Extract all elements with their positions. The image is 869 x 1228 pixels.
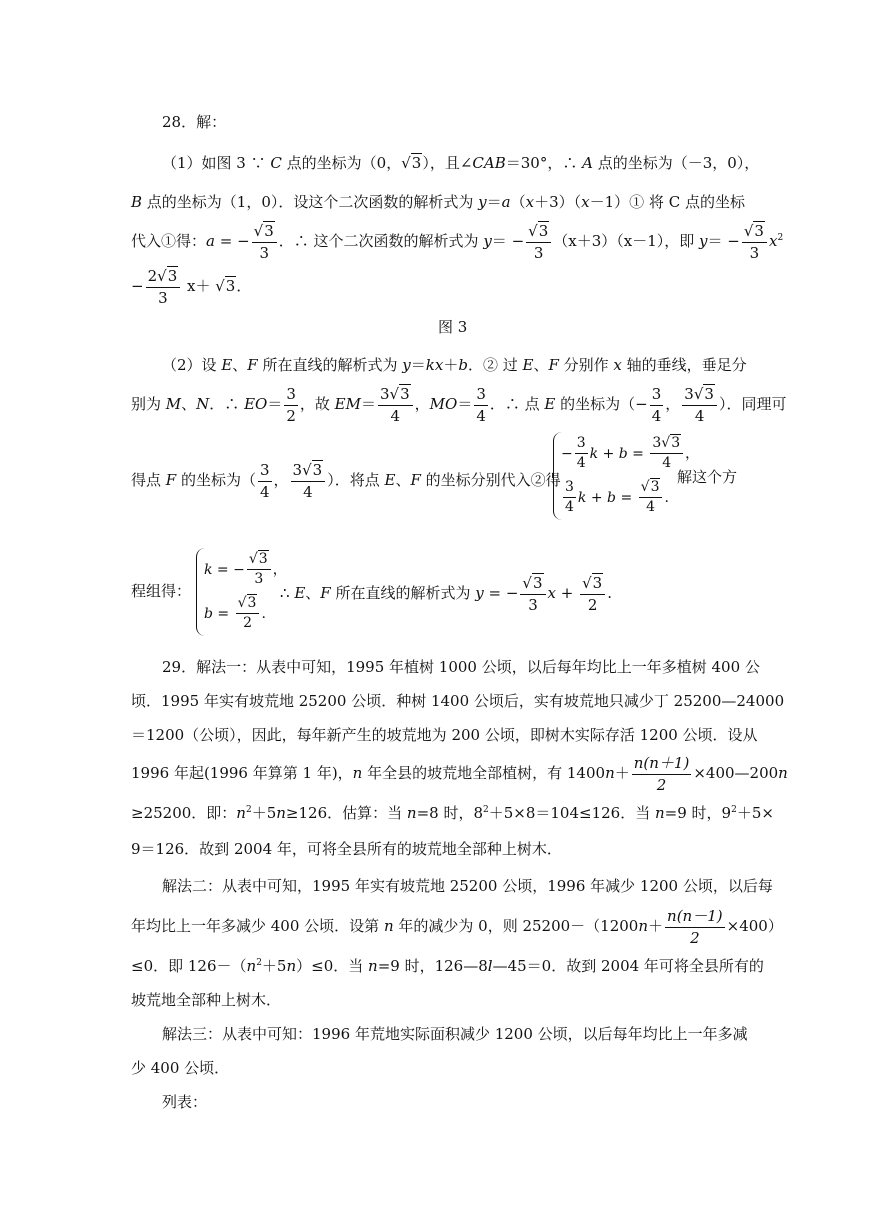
text: n — [368, 957, 378, 975]
text: 3 — [247, 595, 257, 611]
text: . — [664, 489, 669, 506]
text: E — [544, 395, 556, 413]
text: ＋5×8＝104≤126．当 — [488, 804, 655, 822]
text: 1996 年起(1996 年算第 1 年)， — [131, 764, 353, 782]
text: − — [561, 445, 573, 462]
text: l — [487, 957, 493, 975]
text: 3 — [528, 595, 538, 614]
q29-line-4 — [131, 755, 788, 793]
text: y — [402, 356, 411, 374]
text: x — [768, 232, 778, 250]
text: n — [778, 764, 788, 782]
q28-part2-line-4-lead: 程组得： — [131, 582, 192, 600]
text: . — [607, 584, 612, 602]
text: 3 — [258, 462, 272, 482]
text: 4 — [576, 455, 586, 472]
text: 3 — [533, 243, 544, 262]
text: 3 — [532, 574, 543, 592]
q28-part2-line-3-tail: 解这个方 — [677, 468, 738, 486]
text: 3 — [254, 571, 264, 588]
q28-heading: 28．解： — [162, 113, 227, 131]
fraction: $\frac{3√3}{4}$ — [682, 386, 717, 424]
text: ≥25200．即： — [131, 804, 237, 822]
q28-line-3 — [131, 223, 783, 261]
text: x — [613, 356, 622, 374]
fraction — [632, 755, 692, 793]
text: E — [221, 356, 233, 374]
q28-line-4 — [131, 268, 251, 306]
text: 3 — [749, 243, 760, 262]
figure-label: 图 3 — [438, 318, 468, 336]
fraction — [474, 386, 488, 424]
text: 2 — [256, 958, 262, 968]
text: 3 — [264, 222, 274, 240]
text: 、 — [305, 584, 321, 602]
text: . — [261, 605, 266, 622]
text: 4 — [303, 482, 313, 501]
text: 2 — [286, 406, 296, 425]
text: 3 — [292, 461, 303, 479]
text: 3 — [650, 386, 664, 406]
fraction — [575, 436, 588, 472]
text: 3 — [158, 288, 168, 307]
fraction: $\frac{3√3}{4}$ — [378, 386, 413, 424]
text: ＋5× — [736, 804, 774, 822]
text: 4 — [662, 455, 672, 472]
q29-method2-line-3 — [131, 959, 764, 974]
q28-part2-line-3 — [131, 462, 561, 500]
equation-system-1 — [553, 432, 700, 522]
q29-line-6: 9＝126．故到 2004 年，可将全县所有的坡荒地全部种上树木． — [131, 840, 562, 858]
text: ． — [236, 277, 252, 295]
text: 代入①得： — [131, 232, 207, 250]
text: k + b = — [577, 489, 637, 506]
q29-line-2: 顷．1995 年实有坡荒地 25200 公顷．种树 1400 公顷后，实有坡荒地只减少丁 25200—24000 — [131, 692, 785, 710]
text: 3 — [284, 386, 298, 406]
q28-part2-line-1 — [162, 358, 747, 373]
text: kx — [425, 356, 444, 374]
text: n — [276, 804, 286, 822]
fraction — [284, 386, 298, 424]
text: ＋5 — [251, 804, 277, 822]
sqrt-3: √3 — [401, 154, 422, 172]
text: ＋ — [443, 356, 459, 374]
text: 点的坐标为（1，0）．设这个二次函数的解析式为 — [142, 193, 479, 211]
text: 4 — [390, 406, 401, 425]
text: （x＋3）（x－1），即 — [553, 232, 700, 250]
fraction: $\frac{√3}{3}$ — [526, 223, 551, 261]
text: a — [501, 193, 511, 211]
sqrt-3: √3 — [215, 277, 236, 295]
text: 轴的垂线，垂足分 — [621, 356, 747, 374]
text: b — [204, 605, 213, 622]
text: ．② 过 — [467, 356, 523, 374]
text: b — [458, 356, 468, 374]
text: y — [475, 584, 484, 602]
text: 4 — [476, 406, 486, 425]
fraction: $\frac{√3}{3}$ — [252, 223, 277, 261]
text: 4 — [694, 406, 705, 425]
text: －1）① 将 C 点的坐标 — [589, 193, 745, 211]
text: 别为 — [131, 395, 166, 413]
text: ＝ − — [491, 232, 525, 250]
text: 2 — [587, 595, 598, 614]
text: ＋5 — [261, 957, 287, 975]
text: ＝ — [360, 395, 376, 413]
fraction — [258, 462, 272, 500]
text: ）．同理可 — [718, 395, 787, 413]
text: 2 — [656, 775, 667, 794]
text: =9 时，9 — [664, 804, 732, 822]
q28-part2-line-4 — [280, 575, 612, 613]
text: ， — [665, 395, 681, 413]
system-row-2 — [561, 480, 669, 516]
text: 年均比上一年多减少 400 公顷．设第 — [131, 917, 384, 935]
text: （2）设 — [162, 356, 222, 374]
text: = — [212, 605, 234, 622]
text: x — [525, 193, 535, 211]
text: ， — [273, 471, 289, 489]
fraction: $\frac{3√3}{4}$ — [650, 436, 683, 472]
q29-method3-line-1: 解法三：从表中可知：1996 年荒地实际面积减少 1200 公顷，以后每年均比上一年多减 — [162, 1025, 748, 1043]
text: ≥126．估算：当 — [285, 804, 407, 822]
fraction: $\frac{3√3}{4}$ — [291, 462, 326, 500]
text: 、 — [395, 471, 411, 489]
text: E — [384, 471, 396, 489]
text: 分别作 — [558, 356, 614, 374]
text: a — [206, 232, 215, 250]
text: 所在直线的解析式为 — [330, 584, 476, 602]
text: ），且∠ — [422, 154, 473, 172]
text: 的坐标为（− — [555, 395, 648, 413]
fraction: $\frac{√3}{3}$ — [742, 223, 767, 261]
text: ．∴ 点 — [489, 395, 545, 413]
text: F — [247, 356, 258, 374]
fraction: $\frac{√3}{2}$ — [580, 575, 605, 613]
text: − — [131, 277, 144, 295]
text: ＋ — [614, 764, 630, 782]
text: 3 — [312, 461, 323, 479]
text: ×400—200 — [693, 764, 779, 782]
text: y — [478, 193, 487, 211]
q29-method3-line-2: 少 400 公顷． — [131, 1059, 230, 1077]
fraction: $\frac{√3}{3}$ — [520, 575, 545, 613]
text: 3 — [538, 222, 549, 240]
equation-system-2 — [196, 548, 287, 638]
text: 3 — [474, 386, 488, 406]
text: 的坐标为（ — [176, 471, 256, 489]
text: y — [483, 232, 492, 250]
text: =9 时，126—8 — [377, 957, 488, 975]
text: 点的坐标为（－3，0）， — [592, 154, 760, 172]
fraction: $\frac{√3}{4}$ — [639, 480, 663, 516]
text: = − — [214, 232, 250, 250]
text: 3 — [652, 435, 662, 451]
text: n — [655, 804, 665, 822]
text: y — [699, 232, 708, 250]
q28-line-1 — [162, 156, 759, 171]
text: n — [383, 917, 394, 935]
text: ∴ — [280, 584, 295, 602]
text: CAB — [472, 154, 506, 172]
text: ，故 — [299, 395, 335, 413]
text: ＝30°，∴ — [505, 154, 583, 172]
q28-line-2 — [131, 195, 745, 210]
text: ＋ — [648, 917, 664, 935]
text: 4 — [259, 482, 270, 501]
text: 3 — [754, 222, 764, 240]
text: ．∴ — [209, 395, 245, 413]
text: ×400） — [726, 917, 783, 935]
text: 3 — [225, 277, 236, 295]
text: EM — [334, 395, 361, 413]
text: 2 — [483, 805, 489, 815]
text: x＋ — [182, 277, 216, 295]
text: 3 — [259, 243, 269, 262]
text: n — [406, 804, 417, 822]
text: ）．将点 — [327, 471, 385, 489]
text: 2 — [777, 233, 784, 243]
text: n — [352, 764, 363, 782]
fraction: $\frac{√3}{2}$ — [236, 596, 260, 632]
text: EO — [244, 395, 268, 413]
text: k — [204, 561, 213, 578]
text: 3 — [575, 436, 588, 454]
text: 4 — [651, 406, 662, 425]
text: 3 — [400, 385, 410, 403]
text: =8 时，8 — [416, 804, 483, 822]
text: n — [286, 957, 297, 975]
text: ＋3）（ — [534, 193, 582, 211]
q29-line-3: ＝1200（公顷），因此，每年新产生的坡荒地为 200 公顷，即树木实际存活 1200 公顷．设从 — [131, 726, 758, 744]
text: ≤0．即 126－（ — [131, 957, 247, 975]
text: F — [548, 356, 559, 374]
text: 4 — [646, 499, 656, 516]
text: 4 — [565, 499, 574, 516]
text: 3 — [258, 551, 268, 567]
text: 3 — [671, 435, 681, 451]
text: ＝ — [486, 193, 502, 211]
q29-line-1: 29．解法一：从表中可知，1995 年植树 1000 公顷，以后每年均比上一年多植树 400 公 — [162, 658, 760, 676]
q29-line-5 — [131, 806, 774, 821]
text: ＝ — [457, 395, 473, 413]
text: 3 — [704, 385, 714, 403]
text: ．∴ 这个二次函数的解析式为 — [278, 232, 484, 250]
text: E — [294, 584, 306, 602]
text: = − — [483, 584, 519, 602]
text: x — [581, 193, 590, 211]
text: n — [605, 764, 615, 782]
text: n — [236, 804, 246, 822]
text: 所在直线的解析式为 — [257, 356, 403, 374]
text: B — [131, 193, 143, 211]
text: ）≤0．当 — [296, 957, 369, 975]
text: 点的坐标为（0， — [281, 154, 402, 172]
text: 3 — [650, 479, 660, 495]
q29-method2-line-4: 坡荒地全部种上树木． — [131, 991, 282, 1009]
text: 3 — [379, 385, 390, 403]
text: F — [410, 471, 421, 489]
text: ＝ — [410, 356, 426, 374]
text: M — [165, 395, 182, 413]
fraction — [563, 480, 576, 516]
text: 2 — [690, 928, 700, 947]
system-row-1 — [204, 552, 287, 588]
system-row-2 — [204, 596, 266, 632]
text: = − — [212, 561, 245, 578]
text: n(n＋1) — [632, 755, 692, 775]
text: 2 — [731, 805, 737, 815]
table-label: 列表： — [162, 1093, 208, 1111]
text: （1）如图 3 ∵ — [162, 154, 271, 172]
text: 得点 — [131, 471, 166, 489]
fraction: $\frac{2√3}{3}$ — [146, 268, 181, 306]
text: n — [638, 917, 649, 935]
text: E — [522, 356, 534, 374]
q29-method2-line-1: 解法二：从表中可知，1995 年实有坡荒地 25200 公顷，1996 年减少 1200 公顷，以后每 — [162, 877, 773, 895]
text: x + — [547, 584, 579, 602]
text: A — [582, 154, 593, 172]
text: （ — [510, 193, 526, 211]
text: ＝ — [267, 395, 283, 413]
text: 、 — [232, 356, 248, 374]
text: ＝ − — [707, 232, 740, 250]
text: ， — [685, 445, 700, 462]
text: 2 — [243, 615, 252, 632]
text: n(n－1) — [665, 908, 725, 928]
text: MO — [429, 395, 458, 413]
text: ， — [414, 395, 430, 413]
system-row-1 — [561, 436, 699, 472]
fraction: $\frac{√3}{3}$ — [247, 552, 271, 588]
text: 3 — [411, 154, 422, 172]
text: F — [165, 471, 177, 489]
text: k + b = — [589, 445, 649, 462]
text: 3 — [684, 385, 694, 403]
q28-part2-line-2 — [131, 386, 786, 424]
text: N — [196, 395, 210, 413]
text: 的坐标分别代入②得 — [420, 471, 561, 489]
text: 2 — [245, 805, 252, 815]
text: C — [270, 154, 282, 172]
text: 3 — [592, 574, 603, 592]
text: 年的减少为 0，则 25200－（1200 — [393, 917, 639, 935]
text: 年全县的坡荒地全部植树，有 1400 — [362, 764, 606, 782]
text: n — [246, 957, 257, 975]
text: 3 — [167, 267, 178, 285]
text: 2 — [147, 267, 158, 285]
q29-method2-line-2 — [131, 908, 783, 946]
text: 、 — [181, 395, 197, 413]
text: F — [320, 584, 331, 602]
text: 、 — [533, 356, 549, 374]
fraction — [650, 386, 664, 424]
text: 3 — [563, 480, 576, 498]
text: —45＝0．故到 2004 年可将全县所有的 — [492, 957, 764, 975]
fraction — [665, 908, 725, 946]
text: ， — [272, 561, 287, 578]
